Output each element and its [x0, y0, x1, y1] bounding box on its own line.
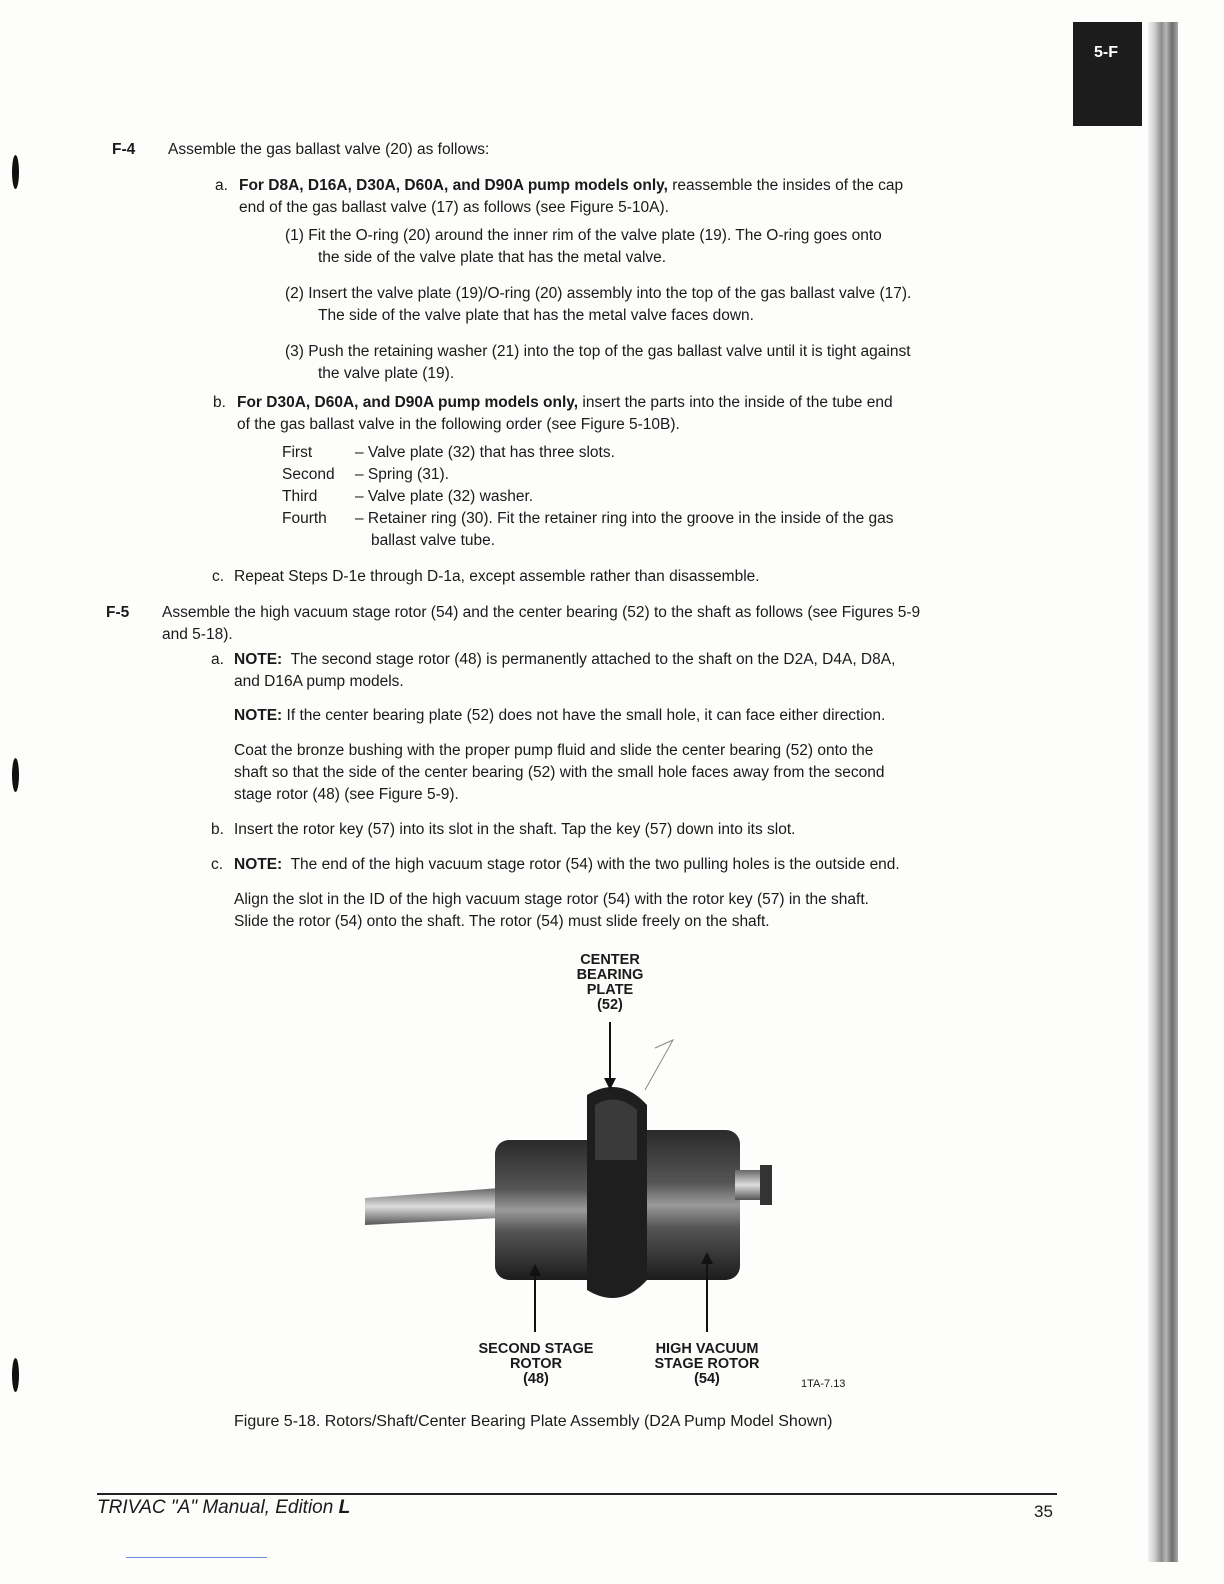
manual-title: TRIVAC "A" Manual, Edition	[97, 1497, 339, 1518]
step-f5c-note	[234, 854, 900, 876]
callout-line: PLATE	[586, 982, 634, 998]
step-f5a-note1-line2: and D16A pump models.	[234, 673, 404, 690]
callout-line: ROTOR	[509, 1356, 563, 1372]
step-marker: b.	[211, 821, 224, 838]
bearing-highlight	[595, 1100, 637, 1160]
step-f4a-lead: For D8A, D16A, D30A, D60A, and D90A pump models only,	[239, 177, 668, 194]
section-intro-f5-line1: Assemble the high vacuum stage rotor (54) and the center bearing (52) to the shaft as follows (see Figures 5-9	[162, 604, 921, 621]
binding-mark	[12, 1358, 19, 1392]
section-number-f4: F-4	[112, 141, 136, 158]
edition-letter: L	[338, 1497, 351, 1518]
step-f4a-text2: end of the gas ballast valve (17) as follows (see Figure 5-10A).	[239, 199, 669, 216]
callout-line: (48)	[523, 1371, 549, 1387]
rotor-assembly-illustration	[355, 1010, 795, 1340]
substep-2-line2: The side of the valve plate that has the metal valve faces down.	[318, 307, 754, 324]
section-number-f5: F-5	[106, 604, 130, 621]
binding-mark	[12, 155, 19, 189]
note-text: If the center bearing plate (52) does not have the small hole, it can face either direction.	[286, 707, 886, 724]
substep-3-line1: (3) Push the retaining washer (21) into the top of the gas ballast valve until it is tight against	[285, 343, 911, 360]
step-f5c-para-line1: Align the slot in the ID of the high vacuum stage rotor (54) with the rotor key (57) in the shaft.	[234, 891, 869, 908]
step-f4b-lead: For D30A, D60A, and D90A pump models only,	[237, 394, 579, 411]
shaft-left	[365, 1188, 500, 1225]
order-text-cont: ballast valve tube.	[371, 532, 496, 549]
section-intro-f5-line2: and 5-18).	[162, 626, 233, 643]
callout-high-vacuum	[636, 1342, 778, 1387]
note-label: NOTE:	[234, 707, 283, 724]
note-label: NOTE:	[234, 856, 283, 873]
order-text: – Valve plate (32) that has three slots.	[355, 444, 615, 461]
order-label: Fourth	[282, 510, 327, 527]
callout-line: BEARING	[576, 967, 644, 983]
footer-rule	[97, 1493, 1057, 1495]
pencil-mark	[645, 1040, 673, 1090]
figure-ref-code: 1TA-7.13	[801, 1378, 846, 1390]
order-text: – Retainer ring (30). Fit the retainer ring into the groove in the inside of the gas	[355, 510, 894, 527]
section-tab-label: 5-F	[1094, 44, 1118, 61]
callout-line: SECOND STAGE	[478, 1341, 594, 1357]
footer-title	[97, 1497, 350, 1519]
step-f4b-text1: insert the parts into the inside of the tube end	[582, 394, 893, 411]
order-text: – Valve plate (32) washer.	[355, 488, 534, 505]
substep-1-line1: (1) Fit the O-ring (20) around the inner rim of the valve plate (19). The O-ring goes onto	[285, 227, 882, 244]
shaft-end	[760, 1165, 772, 1205]
callout-line: STAGE ROTOR	[654, 1356, 760, 1372]
step-f4b-line1	[237, 392, 893, 414]
step-f4c-text: Repeat Steps D-1e through D-1a, except assemble rather than disassemble.	[234, 568, 760, 585]
step-marker: a.	[215, 177, 228, 194]
step-marker: c.	[212, 568, 225, 585]
step-marker: c.	[211, 856, 224, 873]
page-number: 35	[1034, 1502, 1053, 1521]
step-f4b-text2: of the gas ballast valve in the following order (see Figure 5-10B).	[237, 416, 680, 433]
callout-line: (52)	[597, 997, 623, 1013]
step-f5a-para-line3: stage rotor (48) (see Figure 5-9).	[234, 786, 459, 803]
order-text: – Spring (31).	[355, 466, 449, 483]
step-f5a-para-line2: shaft so that the side of the center bearing (52) with the small hole faces away from the second	[234, 764, 885, 781]
step-f5a-para-line1: Coat the bronze bushing with the proper pump fluid and slide the center bearing (52) onto the	[234, 742, 874, 759]
substep-1-line2: the side of the valve plate that has the metal valve.	[318, 249, 667, 266]
section-intro-f4: Assemble the gas ballast valve (20) as follows:	[168, 141, 490, 158]
note-text: The second stage rotor (48) is permanently attached to the shaft on the D2A, D4A, D8A,	[290, 651, 896, 668]
section-tab	[1073, 22, 1142, 126]
callout-line: (54)	[694, 1371, 720, 1387]
order-label: Third	[282, 488, 318, 505]
order-label: First	[282, 444, 313, 461]
step-f5c-para-line2: Slide the rotor (54) onto the shaft. The rotor (54) must slide freely on the shaft.	[234, 913, 770, 930]
blue-underline	[126, 1557, 267, 1558]
callout-second-stage	[466, 1342, 606, 1387]
step-f5a-note2	[234, 705, 885, 727]
note-label: NOTE:	[234, 651, 283, 668]
step-marker: a.	[211, 651, 224, 668]
substep-3-line2: the valve plate (19).	[318, 365, 455, 382]
callout-line: HIGH VACUUM	[655, 1341, 759, 1357]
note-text: The end of the high vacuum stage rotor (54) with the two pulling holes is the outside end.	[290, 856, 900, 873]
step-f5a-note1	[234, 649, 895, 671]
scan-edge	[1148, 22, 1178, 1562]
order-label: Second	[282, 466, 335, 483]
step-marker: b.	[213, 394, 226, 411]
step-f4a-text1: reassemble the insides of the cap	[672, 177, 904, 194]
binding-mark	[12, 758, 19, 792]
step-f4a-line1	[239, 175, 903, 197]
figure-caption: Figure 5-18. Rotors/Shaft/Center Bearing Plate Assembly (D2A Pump Model Shown)	[234, 1413, 833, 1430]
step-f5b-text: Insert the rotor key (57) into its slot in the shaft. Tap the key (57) down into its slot.	[234, 821, 796, 838]
callout-center-bearing	[555, 953, 665, 1013]
substep-2-line1: (2) Insert the valve plate (19)/O-ring (20) assembly into the top of the gas ballast valve (17).	[285, 285, 912, 302]
callout-line: CENTER	[580, 952, 640, 968]
